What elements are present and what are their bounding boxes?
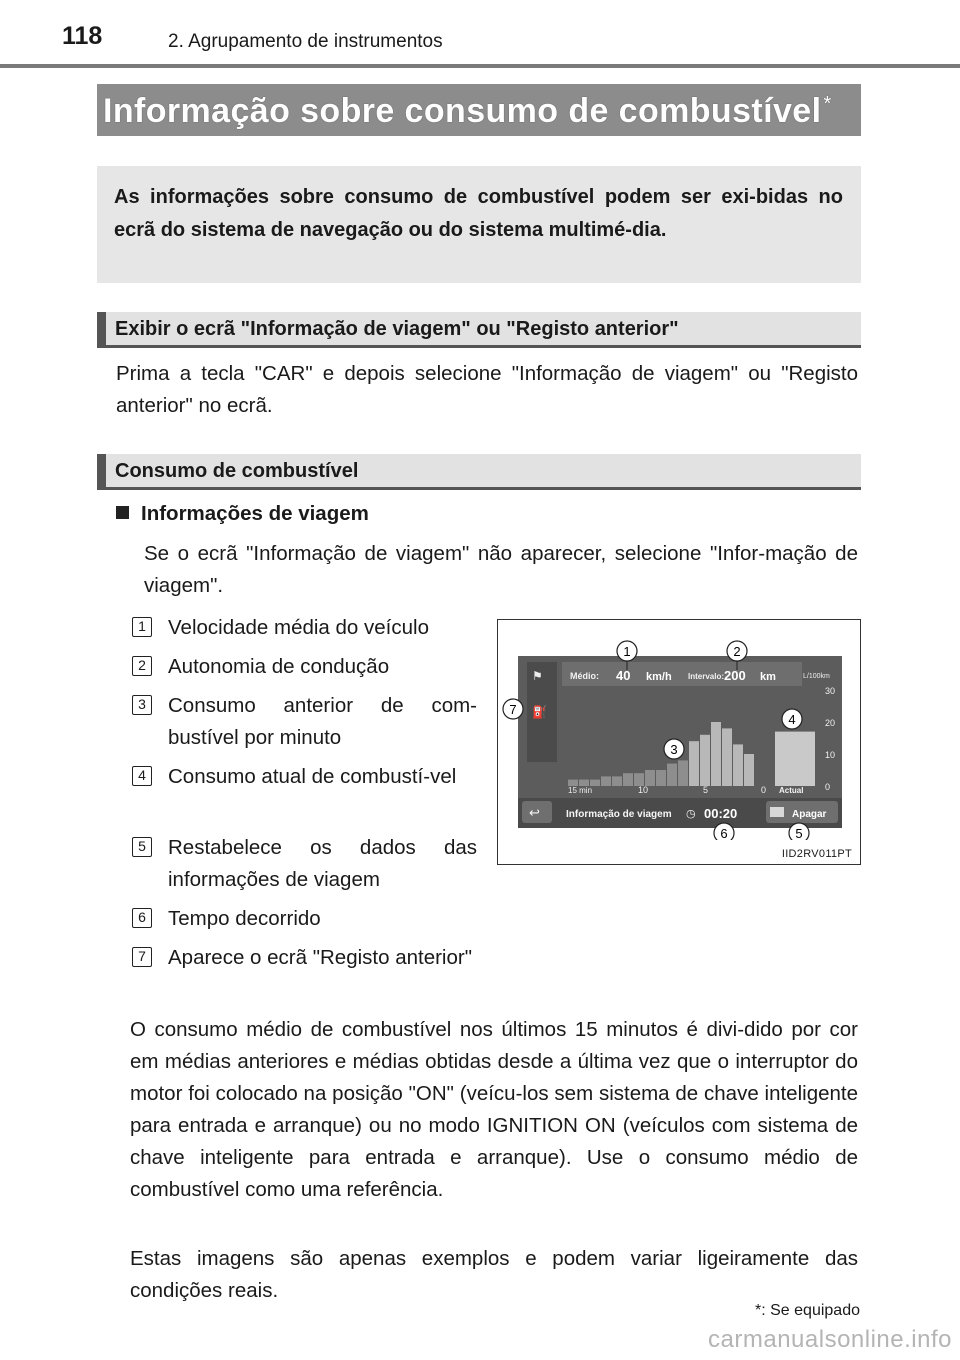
callout-7 <box>503 699 523 719</box>
list-item-text: Autonomia de condução <box>168 655 390 678</box>
screen-bottom-title: Informação de viagem <box>566 809 672 820</box>
callout-6 <box>714 823 734 840</box>
trip-info-subheading-text: Informações de viagem <box>141 502 369 525</box>
figure-id: IID2RV011PT <box>781 848 852 860</box>
callout-number: 7 <box>509 702 517 717</box>
number-badge: 5 <box>132 837 152 857</box>
history-bar <box>645 770 655 786</box>
number-badge: 2 <box>132 656 152 676</box>
watermark: carmanualsonline.info <box>708 1326 952 1353</box>
equipped-asterisk: * <box>823 92 832 115</box>
consumption-unit: L/100km <box>803 673 830 680</box>
current-label: Actual <box>779 786 804 795</box>
callout-number: 5 <box>795 826 803 840</box>
history-bar <box>711 722 721 786</box>
page-header <box>0 0 960 70</box>
header-rule <box>0 64 960 68</box>
callout-4 <box>782 709 802 729</box>
list-item <box>132 761 477 793</box>
intro-box: As informações sobre consumo de combustível podem ser exi-bidas no ecrã do sistema de navegação ou do sistema multimé-dia. <box>97 166 861 283</box>
list-item <box>132 942 477 974</box>
section1-body: Prima a tecla "CAR" e depois selecione "Informação de viagem" ou "Registo anterior" no ecrã. <box>116 362 858 417</box>
list-item <box>132 612 477 644</box>
history-bar <box>722 728 732 786</box>
main-title <box>97 84 861 136</box>
range-label: Intervalo: <box>688 672 725 681</box>
callout-number: 6 <box>720 826 728 840</box>
chapter-title: 2. Agrupamento de instrumentos <box>168 31 443 52</box>
number-badge: 6 <box>132 908 152 928</box>
range-unit: km <box>760 671 776 683</box>
list-item-text: Aparece o ecrã "Registo anterior" <box>168 946 472 969</box>
avg-unit: km/h <box>646 671 672 683</box>
history-bar <box>656 770 666 786</box>
y-tick-label: 10 <box>825 750 836 760</box>
history-bar <box>678 760 688 786</box>
page-number: 118 <box>62 22 103 50</box>
history-bar <box>700 735 710 786</box>
trip-info-screen-illustration <box>498 620 859 840</box>
list-item-text: Consumo anterior de com-bustível por minuto <box>168 694 477 749</box>
callout-number: 3 <box>670 742 678 757</box>
history-bar <box>623 773 633 786</box>
y-tick-label: 20 <box>825 718 836 728</box>
callout-number: 4 <box>788 712 796 727</box>
history-bar <box>601 776 611 786</box>
avg-label: Médio: <box>570 671 599 681</box>
section-heading-display-screen: Exibir o ecrã "Informação de viagem" ou "Registo anterior" <box>97 312 861 348</box>
reset-label: Apagar <box>792 809 827 820</box>
current-bar <box>775 732 815 786</box>
trip-info-figure <box>497 619 861 865</box>
main-title-text: Informação sobre consumo de combustível <box>103 92 822 130</box>
y-tick-label: 0 <box>825 782 831 792</box>
history-icon: ⛽ <box>532 705 547 719</box>
clock-icon: ◷ <box>686 807 696 820</box>
list-item <box>132 651 477 683</box>
callout-5 <box>789 823 809 840</box>
list-item <box>132 832 477 896</box>
x-tick-0: 0 <box>761 785 767 795</box>
trip-info-subheading <box>116 502 369 526</box>
history-bar <box>744 754 754 786</box>
list-item <box>132 690 477 754</box>
elapsed-time: 00:20 <box>704 806 738 821</box>
list-item-text: Tempo decorrido <box>168 907 321 930</box>
paragraph-disclaimer: Estas imagens são apenas exemplos e podem variar ligeiramente das condições reais. <box>130 1247 858 1302</box>
number-badge: 1 <box>132 617 152 637</box>
history-bar <box>667 764 677 786</box>
history-bar <box>612 776 622 786</box>
list-item-text: Velocidade média do veículo <box>168 616 429 639</box>
number-badge: 3 <box>132 695 152 715</box>
callout-number: 2 <box>733 644 741 659</box>
list-item <box>132 903 477 935</box>
x-tick-10: 10 <box>638 785 649 795</box>
square-bullet-icon <box>116 506 129 519</box>
y-tick-label: 30 <box>825 686 836 696</box>
avg-value: 40 <box>616 668 631 683</box>
callout-number: 1 <box>623 644 631 659</box>
back-arrow-icon: ↩ <box>529 806 540 821</box>
history-bar <box>733 744 743 786</box>
list-item-text: Restabelece os dados das informações de viagem <box>168 836 477 891</box>
list-item-text: Consumo atual de combustí-vel <box>168 765 457 788</box>
paragraph-average-consumption: O consumo médio de combustível nos últimos 15 minutos é divi-dido por cor em médias anteriores e médias obtidas desde a última vez que o interruptor do motor foi colocado na posição "ON" (veícu-los sem sistema de chave inteligente para entrada e arranque) ou no modo IGNITION ON (veículos com sistema de chave inteligente para entrada e arranque). Use o consumo médio de combustível como uma referência. <box>130 1018 858 1201</box>
range-value: 200 <box>724 668 746 683</box>
number-badge: 7 <box>132 947 152 967</box>
footnote: *: Se equipado <box>755 1302 860 1319</box>
x-tick-15min: 15 min <box>568 786 593 795</box>
checkered-flag-icon: ⚑ <box>532 669 543 683</box>
trip-info-body: Se o ecrã "Informação de viagem" não aparecer, selecione "Infor-mação de viagem". <box>144 542 858 597</box>
section-heading-fuel-consumption: Consumo de combustível <box>97 454 861 490</box>
erase-icon <box>770 807 784 817</box>
history-bar <box>689 741 699 786</box>
x-tick-5: 5 <box>703 785 709 795</box>
callout-3 <box>664 739 684 759</box>
number-badge: 4 <box>132 766 152 786</box>
